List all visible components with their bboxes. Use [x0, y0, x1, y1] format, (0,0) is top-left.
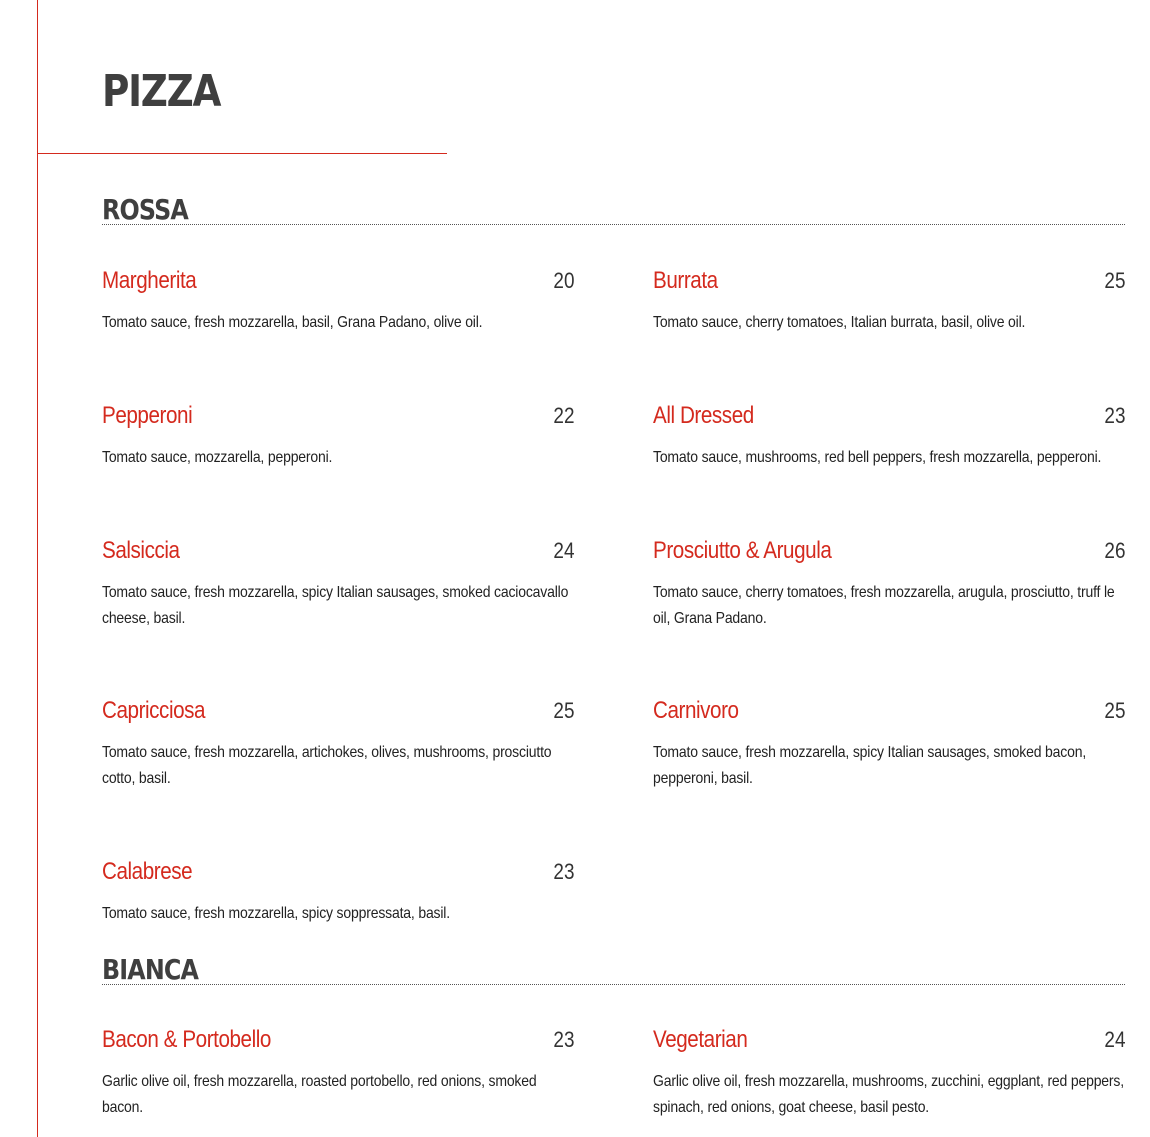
item-price: 22	[552, 403, 574, 428]
item-description: Tomato sauce, mushrooms, red bell peppers, fresh mozzarella, pepperoni.	[653, 449, 1102, 466]
item-name: Carnivoro	[653, 697, 739, 724]
item-price: 26	[1103, 538, 1125, 563]
section-rossa	[102, 190, 1125, 225]
item-name: Pepperoni	[102, 402, 193, 429]
item-description: Tomato sauce, fresh mozzarella, artichokes, olives, mushrooms, prosciutto cotto, basil.	[102, 744, 552, 787]
section-bianca	[102, 950, 1125, 985]
item-name: Capricciosa	[102, 697, 206, 724]
item-description: Tomato sauce, cherry tomatoes, Italian burrata, basil, olive oil.	[653, 314, 1026, 331]
item-price: 25	[1103, 268, 1125, 293]
item-price: 23	[552, 1027, 574, 1052]
item-name: Prosciutto & Arugula	[653, 537, 832, 564]
item-name: Salsiccia	[102, 537, 180, 564]
item-description: Tomato sauce, fresh mozzarella, spicy Italian sausages, smoked bacon, pepperoni, basil.	[653, 744, 1087, 787]
item-name: Margherita	[102, 267, 197, 294]
item-price: 24	[1103, 1027, 1125, 1052]
accent-horizontal-line	[37, 153, 447, 154]
item-name: Calabrese	[102, 858, 193, 885]
item-price: 20	[552, 268, 574, 293]
section-header	[102, 190, 1125, 225]
item-name: Vegetarian	[653, 1026, 748, 1053]
item-description: Tomato sauce, cherry tomatoes, fresh mozzarella, arugula, prosciutto, truff le oil, Grana Padano.	[653, 584, 1115, 627]
item-name: Bacon & Portobello	[102, 1026, 271, 1053]
item-description: Garlic olive oil, fresh mozzarella, roasted portobello, red onions, smoked bacon.	[102, 1073, 537, 1116]
item-name: All Dressed	[653, 402, 754, 429]
item-description: Tomato sauce, fresh mozzarella, basil, Grana Padano, olive oil.	[102, 314, 483, 331]
item-price: 24	[552, 538, 574, 563]
item-description: Garlic olive oil, fresh mozzarella, mushrooms, zucchini, eggplant, red peppers, spinach, red onions, goat cheese, basil pesto.	[653, 1073, 1124, 1116]
section-title: ROSSA	[102, 193, 188, 226]
item-price: 25	[1103, 698, 1125, 723]
item-price: 23	[1103, 403, 1125, 428]
item-name: Burrata	[653, 267, 718, 294]
item-price: 25	[552, 698, 574, 723]
item-description: Tomato sauce, mozzarella, pepperoni.	[102, 449, 333, 466]
item-description: Tomato sauce, fresh mozzarella, spicy soppressata, basil.	[102, 905, 450, 922]
item-description: Tomato sauce, fresh mozzarella, spicy Italian sausages, smoked caciocavallo cheese, basil.	[102, 584, 569, 627]
accent-vertical-line	[37, 0, 38, 1137]
section-title: BIANCA	[102, 953, 199, 986]
section-header	[102, 950, 1125, 985]
item-price: 23	[552, 859, 574, 884]
page-title: PIZZA	[102, 66, 221, 117]
